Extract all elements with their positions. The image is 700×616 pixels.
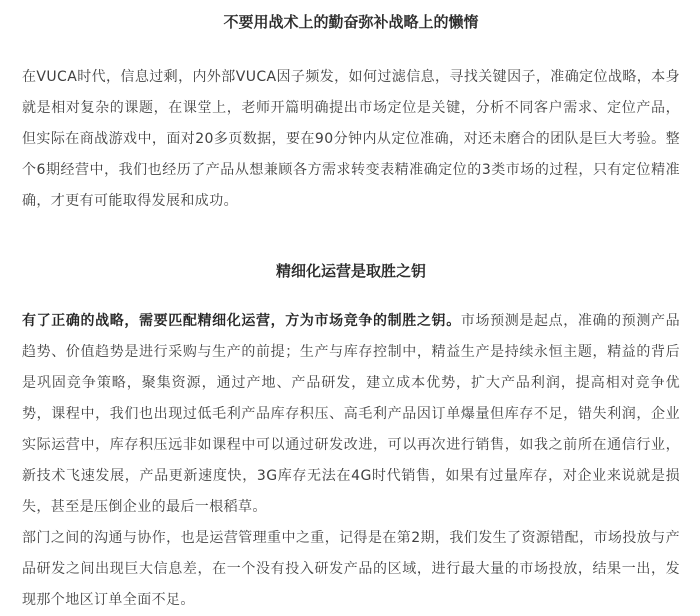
paragraph-operations — [22, 306, 680, 523]
paragraph-collaboration: 部门之间的沟通与协作，也是运营管理重中之重，记得是在第2期，我们发生了资源错配，市场投放与产品研发之间出现巨大信息差，在一个没有投入研发产品的区域，进行最大量的市场投放，结果一出，发现那个地区订单全面不足。 — [22, 530, 680, 608]
paragraph-lead-bold: 有了正确的战略，需要匹配精细化运营，方为市场竞争的制胜之钥。 — [22, 313, 461, 329]
section-heading-operations: 精细化运营是取胜之钥 — [275, 262, 426, 280]
paragraph-operations-body: 市场预测是起点，准确的预测产品趋势、价值趋势是进行采购与生产的前提；生产与库存控制中，精益生产是持续永恒主题，精益的背后是巩固竞争策略，聚集资源，通过产地、产品研发，建立成本优势，扩大产品利润，提高相对竞争优势，课程中，我们也出现过低毛利产品库存积压、高毛利产品因订单爆量但库存不足，错失利润，企业实际运营中，库存积压远非如课程中可以通过研发改进，可以再次进行销售，如我之前所在通信行业，新技术飞速发展，产品更新速度快，3G库存无法在4G时代销售，如果有过量库存，对企业来说就是损失，甚至是压倒企业的最后一根稻草。 — [22, 313, 681, 515]
paragraph-strategy: 在VUCA时代，信息过剩，内外部VUCA因子频发，如何过滤信息，寻找关键因子，准确定位战略，本身就是相对复杂的课题，在课堂上，老师开篇明确提出市场定位是关键，分析不同客户需求、定位产品，但实际在商战游戏中，面对20多页数据，要在90分钟内从定位准确，对还未磨合的团队是巨大考验。整个6期经营中，我们也经历了产品从想兼顾各方需求转变表精准确定位的3类市场的过程，只有定位精准确，才更有可能取得发展和成功。 — [22, 69, 680, 209]
section-heading-strategy: 不要用战术上的勤奋弥补战略上的懒惰 — [223, 13, 479, 31]
